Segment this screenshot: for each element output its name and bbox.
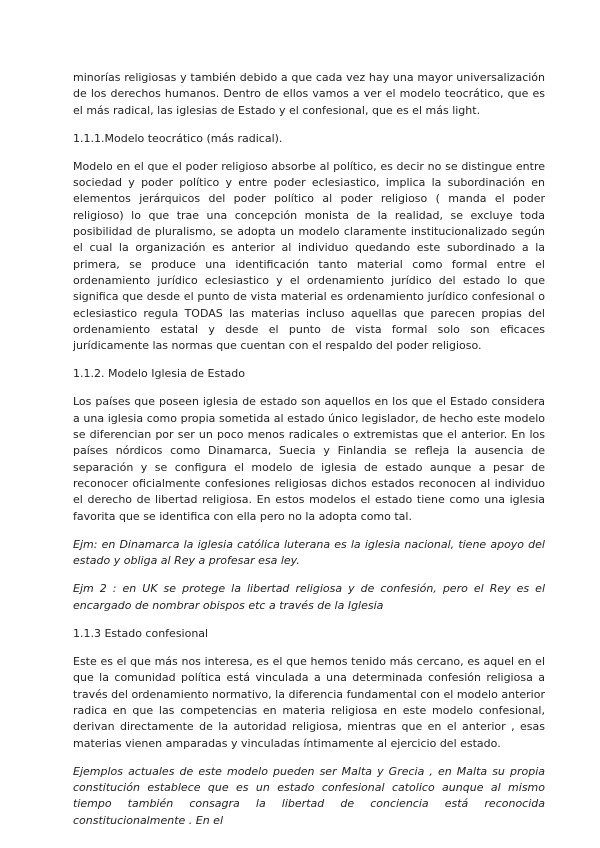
confesional-paragraph: Este es el que más nos interesa, es el que hemos tenido más cercano, es aquel en el que la comunidad política está vinculada a una determinada confesión religiosa a través del ordenamiento normativo, la diferencia fundamental con el modelo anterior radica en que las competencias en materia religiosa en este modelo confesional, derivan directamente de la autoridad religiosa, mientras que en el anterior , esas materias vienen amparadas y vinculadas íntimamente al ejercicio del estado. [73, 655, 545, 750]
current-examples-paragraph: Ejemplos actuales de este modelo pueden ser Malta y Grecia , en Malta su propia constitución establece que es un estado confesional catolico aunque al mismo tiempo también consagra la libertad de conciencia está reconocida constitucionalmente . En el [73, 764, 545, 827]
teocratico-paragraph: Modelo en el que el poder religioso absorbe al político, es decir no se distingue entre sociedad y poder político y entre poder eclesiastico, implica la subordinación en elementos jerárquicos del poder político al poder religioso ( manda el poder religioso) lo que trae una concepción monista de la realidad, se excluye toda posibilidad de pluralismo, se adopta un modelo claramente institucionalizado según el cual la organización es anterior al individuo quedando este subordinado a la primera, se produce una identificación tanto material como formal entre el ordenamiento jurídico eclesiastico y el ordenamiento jurídico del estado lo que significa que desde el punto de vista material es ordenamiento jurídico confesional o eclesiastico regula TODAS las materias incluso aquellas que parecen propias del ordenamiento estatal y desde el punto de vista formal solo son eficaces jurídicamente las normas que cuentan con el respaldo del poder religioso. [73, 159, 545, 353]
example-1-paragraph: Ejm: en Dinamarca la iglesia católica luterana es la iglesia nacional, tiene apoyo del estado y obliga al Rey a profesar esa ley. [73, 537, 545, 568]
heading-iglesia-estado: 1.1.2. Modelo Iglesia de Estado [73, 367, 246, 381]
intro-paragraph: minorías religiosas y también debido a que cada vez hay una mayor universalización de los derechos humanos. Dentro de ellos vamos a ver el modelo teocrático, que es el más radical, las iglesias de Estado y el confesional, que es el más light. [73, 71, 545, 117]
heading-modelo-teocratico: 1.1.1.Modelo teocrático (más radical). [73, 131, 283, 145]
document-content [73, 70, 545, 829]
heading-estado-confesional: 1.1.3 Estado confesional [73, 627, 209, 641]
iglesia-estado-paragraph: Los países que poseen iglesia de estado son aquellos en los que el Estado considera a una iglesia como propia sometida al estado único legislador, de hecho este modelo se diferencian por ser un poco menos radicales o extremistas que el anterior. En los países nórdicos como Dinamarca, Suecia y Finlandia se refleja la ausencia de separación y se configura el modelo de iglesia de estado aunque a pesar de reconocer oficialmente confesiones religiosas dichos estados reconocen al individuo el derecho de libertad religiosa. En estos modelos el estado tiene como una iglesia favorita que se identifica con ella pero no la adopta como tal. [73, 395, 545, 523]
example-2-paragraph: Ejm 2 : en UK se protege la libertad religiosa y de confesión, pero el Rey es el encargado de nombrar obispos etc a través de la Iglesia [73, 582, 545, 612]
